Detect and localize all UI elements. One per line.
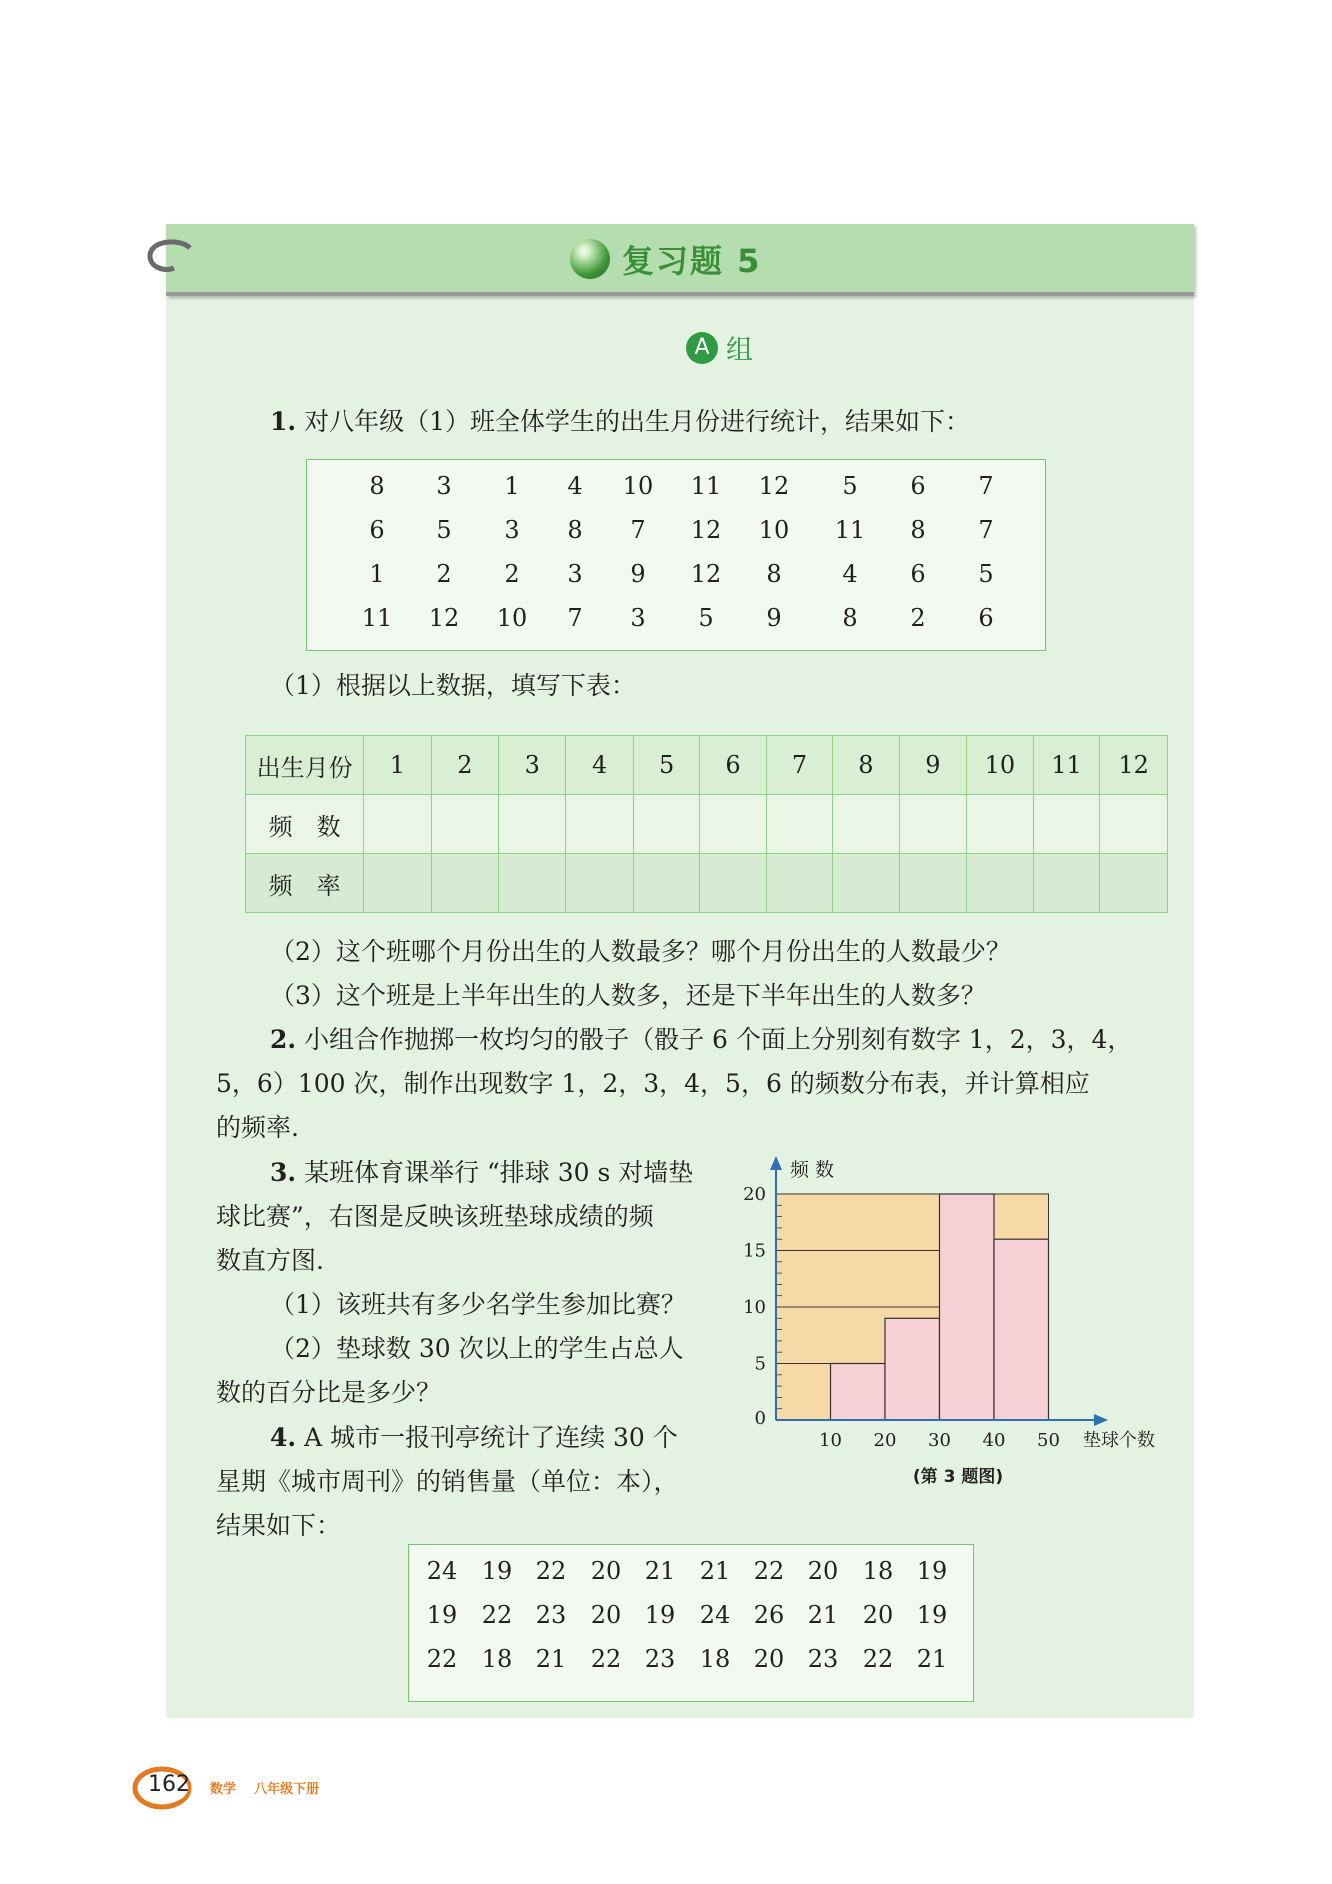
q3-line3: 数直方图. xyxy=(216,1246,324,1275)
q1-data-cell: 6 xyxy=(369,516,385,544)
table-header-month: 10 xyxy=(967,736,1034,795)
q2-text-1: 小组合作抛掷一枚均匀的骰子（骰子 6 个面上分别刻有数字 1，2，3，4， xyxy=(304,1025,1133,1054)
table-cell-frequency[interactable] xyxy=(1100,795,1168,854)
table-cell-rate[interactable] xyxy=(899,854,966,913)
q4-data-cell: 21 xyxy=(535,1645,567,1673)
y-tick-label: 20 xyxy=(743,1184,766,1205)
q3-line1 xyxy=(270,1158,693,1188)
q4-data-cell: 19 xyxy=(916,1557,948,1585)
x-tick-label: 20 xyxy=(873,1430,897,1451)
q1-data-cell: 8 xyxy=(910,516,926,544)
q1-data-cell: 1 xyxy=(369,560,385,588)
q1-data-cell: 2 xyxy=(504,560,520,588)
q1-data-cell: 10 xyxy=(622,472,654,500)
table-cell-rate[interactable] xyxy=(1033,854,1100,913)
histogram-bar xyxy=(940,1194,995,1420)
q2-line1 xyxy=(270,1025,1132,1055)
x-axis-arrow-icon xyxy=(1094,1414,1108,1426)
q4-data-cell: 19 xyxy=(426,1601,458,1629)
table-header-month: 1 xyxy=(364,736,431,795)
q4-data-cell: 23 xyxy=(644,1645,676,1673)
table-cell-frequency[interactable] xyxy=(766,795,832,854)
q2-number: 2. xyxy=(270,1025,297,1054)
q4-data-cell: 19 xyxy=(481,1557,513,1585)
q1-sub3: （3）这个班是上半年出生的人数多，还是下半年出生的人数多？ xyxy=(270,981,986,1010)
table-header-label: 出生月份 xyxy=(246,736,364,795)
hook-icon xyxy=(146,238,196,276)
y-tick-label: 0 xyxy=(754,1408,766,1429)
q1-data-cell: 9 xyxy=(766,604,782,632)
q4-data-cell: 24 xyxy=(699,1601,731,1629)
q4-data-cell: 22 xyxy=(426,1645,458,1673)
table-row-label-rate: 频 率 xyxy=(246,854,364,913)
q1-data-cell: 1 xyxy=(504,472,520,500)
footer-book xyxy=(210,1778,319,1797)
q4-data-cell: 23 xyxy=(535,1601,567,1629)
q1-data-cell: 3 xyxy=(504,516,520,544)
q4-data-cell: 20 xyxy=(753,1645,785,1673)
table-cell-frequency[interactable] xyxy=(499,795,566,854)
q1-data-cell: 7 xyxy=(978,516,994,544)
q1-data-cell: 8 xyxy=(766,560,782,588)
x-tick-label: 10 xyxy=(819,1430,842,1451)
x-tick-label: 30 xyxy=(928,1430,951,1451)
y-tick-label: 10 xyxy=(743,1297,766,1318)
q4-data-cell: 22 xyxy=(862,1645,894,1673)
frequency-table xyxy=(245,735,1168,913)
q4-data-cell: 26 xyxy=(753,1601,785,1629)
q4-data-cell: 19 xyxy=(644,1601,676,1629)
y-tick-label: 15 xyxy=(743,1240,766,1262)
q4-number: 4. xyxy=(270,1423,297,1452)
table-header-month: 4 xyxy=(566,736,633,795)
x-axis-label: 垫球个数 xyxy=(1083,1430,1155,1451)
table-cell-frequency[interactable] xyxy=(431,795,498,854)
footer-grade: 八年级下册 xyxy=(254,1782,320,1797)
q4-data-cell: 23 xyxy=(807,1645,839,1673)
q1-data-cell: 7 xyxy=(567,604,583,632)
x-tick-label: 50 xyxy=(1037,1430,1060,1451)
q2-line2: 5，6）100 次，制作出现数字 1，2，3，4，5，6 的频数分布表，并计算相应 xyxy=(216,1069,1090,1098)
y-axis-arrow-icon xyxy=(770,1156,782,1170)
q3-sub1: （1）该班共有多少名学生参加比赛？ xyxy=(270,1290,686,1319)
table-cell-rate[interactable] xyxy=(566,854,633,913)
q1-data-cell: 4 xyxy=(567,472,583,500)
q3-number: 3. xyxy=(270,1158,297,1187)
group-letter-badge: A xyxy=(686,332,718,364)
q4-data-cell: 21 xyxy=(916,1645,948,1673)
q1-data-cell: 8 xyxy=(567,516,583,544)
q1-data-cell: 11 xyxy=(834,516,866,544)
q4-data-cell: 18 xyxy=(862,1557,894,1585)
histogram-bar xyxy=(885,1318,940,1420)
table-cell-rate[interactable] xyxy=(1100,854,1168,913)
q3-text-1: 某班体育课举行 “排球 30 s 对墙垫 xyxy=(304,1158,694,1187)
q1-data-cell: 12 xyxy=(690,560,722,588)
table-header-month: 7 xyxy=(766,736,832,795)
q1-sub1: （1）根据以上数据，填写下表： xyxy=(270,671,636,700)
table-header-month: 6 xyxy=(700,736,766,795)
q4-data-cell: 22 xyxy=(481,1601,513,1629)
table-cell-frequency[interactable] xyxy=(566,795,633,854)
q4-data-cell: 18 xyxy=(481,1645,513,1673)
q1-data-cell: 7 xyxy=(978,472,994,500)
table-cell-frequency[interactable] xyxy=(833,795,899,854)
q4-line1 xyxy=(270,1423,678,1453)
chart-caption: (第 3 题图) xyxy=(912,1467,1004,1487)
q1-data-cell: 9 xyxy=(630,560,646,588)
q3-line2: 球比赛”，右图是反映该班垫球成绩的频 xyxy=(216,1202,654,1231)
q1-data-cell: 6 xyxy=(978,604,994,632)
q4-text-1: A 城市一报刊亭统计了连续 30 个 xyxy=(304,1423,678,1452)
table-cell-rate[interactable] xyxy=(833,854,899,913)
table-header-month: 11 xyxy=(1033,736,1100,795)
q3-sub2-a: （2）垫球数 30 次以上的学生占总人 xyxy=(270,1334,684,1363)
y-axis-label: 频 数 xyxy=(790,1159,835,1181)
q4-data-cell: 21 xyxy=(699,1557,731,1585)
table-cell-rate[interactable] xyxy=(364,854,431,913)
q1-data-cell: 5 xyxy=(436,516,452,544)
footer-subject: 数学 xyxy=(210,1782,237,1797)
table-cell-rate[interactable] xyxy=(967,854,1034,913)
q1-data-cell: 12 xyxy=(758,472,790,500)
q1-data-cell: 3 xyxy=(436,472,452,500)
table-cell-frequency[interactable] xyxy=(700,795,766,854)
q1-text: 对八年级（1）班全体学生的出生月份进行统计，结果如下： xyxy=(304,407,970,436)
q1-data-cell: 8 xyxy=(842,604,858,632)
table-cell-frequency[interactable] xyxy=(967,795,1034,854)
group-label xyxy=(686,328,753,367)
q1-data-cell: 5 xyxy=(842,472,858,500)
q1-data-cell: 8 xyxy=(369,472,385,500)
q4-data-cell: 20 xyxy=(862,1601,894,1629)
q1-data-cell: 2 xyxy=(436,560,452,588)
table-cell-rate[interactable] xyxy=(633,854,699,913)
q1-data-cell: 11 xyxy=(361,604,393,632)
q1-data-cell: 11 xyxy=(690,472,722,500)
histogram-chart xyxy=(740,1150,1180,1490)
table-cell-frequency[interactable] xyxy=(633,795,699,854)
histogram-bar xyxy=(831,1364,886,1421)
table-cell-frequency[interactable] xyxy=(364,795,431,854)
histogram-bar xyxy=(994,1239,1049,1420)
q1-data-cell: 6 xyxy=(910,560,926,588)
table-cell-rate[interactable] xyxy=(766,854,832,913)
q4-data-cell: 22 xyxy=(590,1645,622,1673)
q1-line xyxy=(270,407,970,437)
q3-sub2-b: 数的百分比是多少？ xyxy=(216,1378,442,1407)
q4-data-cell: 22 xyxy=(535,1557,567,1585)
q1-sub2: （2）这个班哪个月份出生的人数最多？哪个月份出生的人数最少？ xyxy=(270,937,1011,966)
group-text: 组 xyxy=(726,335,753,366)
q4-data-cell: 20 xyxy=(807,1557,839,1585)
table-header-month: 9 xyxy=(899,736,966,795)
q4-data-cell: 24 xyxy=(426,1557,458,1585)
table-header-month: 8 xyxy=(833,736,899,795)
q4-data-cell: 20 xyxy=(590,1557,622,1585)
q1-data-cell: 3 xyxy=(567,560,583,588)
q1-data-cell: 5 xyxy=(978,560,994,588)
table-header-month: 2 xyxy=(431,736,498,795)
q4-data-cell: 21 xyxy=(807,1601,839,1629)
q1-data-cell: 10 xyxy=(758,516,790,544)
q1-data-cell: 12 xyxy=(428,604,460,632)
q4-data-cell: 20 xyxy=(590,1601,622,1629)
q1-data-cell: 6 xyxy=(910,472,926,500)
x-tick-label: 40 xyxy=(982,1430,1006,1451)
header-title-group xyxy=(570,232,761,286)
q1-data-cell: 5 xyxy=(698,604,714,632)
y-tick-label: 5 xyxy=(754,1353,766,1375)
table-cell-rate[interactable] xyxy=(499,854,566,913)
table-header-month: 12 xyxy=(1100,736,1168,795)
q1-data-cell: 2 xyxy=(910,604,926,632)
page-number: 162 xyxy=(148,1772,190,1797)
globe-icon xyxy=(570,239,610,279)
q1-data-cell: 4 xyxy=(842,560,858,588)
q2-line3: 的频率. xyxy=(216,1113,299,1142)
table-cell-frequency[interactable] xyxy=(1033,795,1100,854)
q1-data-cell: 7 xyxy=(630,516,646,544)
page-title: 复习题 5 xyxy=(622,242,762,280)
table-cell-rate[interactable] xyxy=(700,854,766,913)
table-header-month: 5 xyxy=(633,736,699,795)
q1-number: 1. xyxy=(270,407,297,436)
q4-line2: 星期《城市周刊》的销售量（单位：本）， xyxy=(216,1467,679,1496)
q1-data-cell: 3 xyxy=(630,604,646,632)
q1-data-cell: 12 xyxy=(690,516,722,544)
table-cell-rate[interactable] xyxy=(431,854,498,913)
q1-data-cell: 10 xyxy=(496,604,528,632)
q4-data-cell: 19 xyxy=(916,1601,948,1629)
table-row-label-frequency: 频 数 xyxy=(246,795,364,854)
q4-data-cell: 21 xyxy=(644,1557,676,1585)
q4-data-cell: 18 xyxy=(699,1645,731,1673)
table-header-month: 3 xyxy=(499,736,566,795)
q4-data-cell: 22 xyxy=(753,1557,785,1585)
table-cell-frequency[interactable] xyxy=(899,795,966,854)
q4-line3: 结果如下： xyxy=(216,1511,342,1540)
